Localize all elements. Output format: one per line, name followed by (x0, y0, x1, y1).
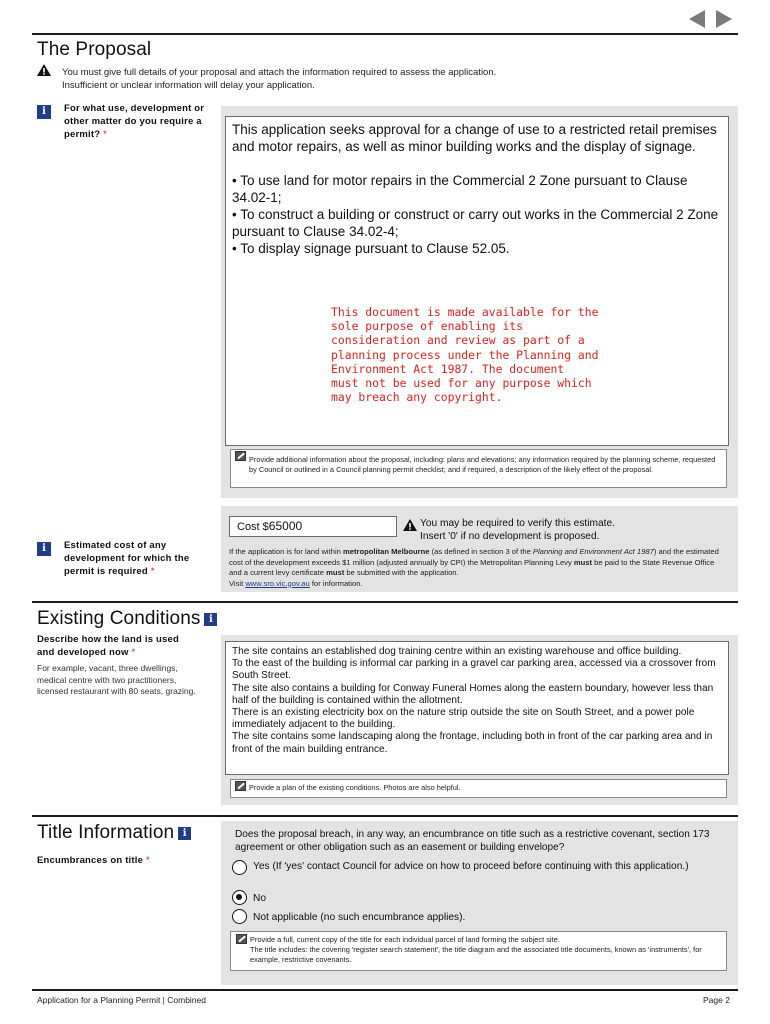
cost-prefix: Cost $ (237, 521, 269, 533)
section-divider (32, 815, 738, 817)
proposal-warning (62, 66, 702, 92)
verify-line-2: Insert '0' if no development is proposed. (420, 531, 600, 542)
levy-text: be submitted with the application. (344, 568, 459, 577)
proposal-answer (232, 121, 727, 257)
proposal-question-label (64, 102, 209, 141)
required-mark: * (145, 855, 150, 866)
levy-info (229, 547, 729, 589)
info-icon[interactable]: i (37, 105, 51, 119)
existing-question-label (37, 633, 187, 659)
radio-yes[interactable] (232, 860, 247, 875)
note-pencil-icon (236, 934, 247, 944)
title-note (250, 935, 724, 965)
info-icon[interactable]: i (37, 542, 51, 556)
sro-link[interactable]: www.sro.vic.gov.au (245, 578, 310, 588)
existing-answer-line: The site also contains a building for Conway Funeral Homes along the eastern boundary, however less than half of the building is contained within the allotment. (232, 682, 714, 706)
visit-text: for information. (309, 578, 363, 588)
levy-text-bold: must (573, 557, 593, 567)
radio-not-applicable[interactable] (232, 909, 247, 924)
radio-no-label: No (253, 893, 267, 904)
existing-answer-line: The site contains some landscaping along the frontage, including both in front of the car parking area and in front of the main building entrance. (232, 731, 713, 755)
radio-yes-label: Yes (If 'yes' contact Council for advice on how to proceed before continuing with this application.) (253, 861, 689, 872)
radio-no[interactable] (232, 890, 247, 905)
levy-text: If the application is for land within (229, 547, 343, 556)
cost-question-label (64, 539, 212, 578)
cost-input[interactable] (229, 516, 397, 537)
existing-answer-line: To the east of the building is informal car parking in a gravel car parking area, accessed via a crossover from South Street. (232, 658, 716, 682)
title-information-title-text: Title Information (37, 822, 175, 843)
section-divider (32, 601, 738, 603)
proposal-answer-intro: This application seeks approval for a change of use to a restricted retail premises and motor repairs, as well as minor building works and the display of signage. (232, 122, 717, 154)
encumbrances-label (37, 854, 150, 867)
levy-text: ) and the estimated cost of the development exceeds $1 million (adjusted annually by CPI) the Metropolitan Planning Levy (229, 547, 719, 567)
levy-act-name: Planning and Environment Act 1987 (532, 547, 654, 556)
proposal-answer-item: • To use land for motor repairs in the Commercial 2 Zone pursuant to Clause 34.02-1; (232, 173, 688, 205)
proposal-section-title: The Proposal (37, 39, 152, 60)
next-page-arrow-icon[interactable] (716, 10, 732, 28)
encumbrances-label-text: Encumbrances on title (37, 855, 144, 866)
radio-not-applicable-label: Not applicable (no such encumbrance applies). (253, 912, 466, 923)
existing-question-text: Describe how the land is used and developed now (37, 634, 180, 658)
warning-line-2: Insufficient or unclear information will delay your application. (62, 80, 315, 91)
title-note-line: The title includes: the covering 'register search statement', the title diagram and the associated title documents, known as 'instruments', for example, restrictive covenants. (250, 945, 702, 964)
previous-page-arrow-icon[interactable] (689, 10, 705, 28)
levy-text: be paid to the State Revenue Office and a current levy certificate (229, 557, 715, 577)
proposal-answer-item: • To construct a building or construct or carry out works in the Commercial 2 Zone pursuant to Clause 34.02-4; (232, 207, 719, 239)
proposal-question-text: For what use, development or other matter do you require a permit? (64, 103, 205, 140)
existing-conditions-title-text: Existing Conditions (37, 608, 201, 629)
footer-document-title: Application for a Planning Permit | Combined (37, 995, 206, 1005)
cost-question-text: Estimated cost of any development for which the permit is required (64, 540, 190, 577)
encumbrance-question: Does the proposal breach, in any way, an encumbrance on title such as a restrictive covenant, section 173 agreement or other obligation such as an easement or building envelope? (235, 829, 710, 853)
warning-icon (37, 64, 51, 76)
title-information-title (37, 822, 191, 844)
page-number: Page 2 (703, 995, 730, 1005)
title-note-line: Provide a full, current copy of the title for each individual parcel of land forming the subject site. (250, 935, 560, 944)
cost-value: 65000 (268, 519, 303, 533)
existing-note: Provide a plan of the existing conditions. Photos are also helpful. (249, 783, 461, 792)
existing-answer-line: There is an existing electricity box on the nature strip outside the site on South Street, and a power pole immediately adjacent to the building. (232, 707, 695, 731)
proposal-note: Provide additional information about the proposal, including: plans and elevations; any information required by the planning scheme, requested by Council or outlined in a Council planning permit checklist; and if required, a description of the likely effect of the proposal. (249, 455, 716, 474)
cost-verify-note (420, 517, 615, 543)
levy-text: (as defined in section 3 of the (429, 547, 533, 556)
note-pencil-icon (235, 781, 246, 791)
existing-conditions-title (37, 608, 217, 630)
info-icon[interactable]: i (178, 827, 191, 840)
copyright-notice: This document is made available for the sole purpose of enabling its consideration and review as part of a planning process under the Planning and Environment Act 1987. The document must not be used for any purpose which may breach any copyright. (331, 305, 599, 405)
existing-answer (232, 646, 727, 756)
warning-line-1: You must give full details of your proposal and attach the information required to assess the application. (62, 67, 497, 78)
info-icon[interactable]: i (204, 613, 217, 626)
section-divider (32, 33, 738, 35)
existing-answer-line: The site contains an established dog training centre within an existing warehouse and office building. (232, 646, 682, 657)
levy-text-bold: metropolitan Melbourne (342, 547, 430, 556)
footer-divider (32, 989, 738, 991)
existing-hint: For example, vacant, three dwellings, medical centre with two practitioners, licensed restaurant with 80 seats, grazing. (37, 663, 196, 696)
visit-text: Visit (229, 578, 246, 588)
note-pencil-icon (235, 451, 246, 461)
levy-text-bold: must (326, 568, 345, 577)
proposal-answer-item: • To display signage pursuant to Clause 52.05. (232, 241, 510, 256)
required-mark: * (131, 647, 136, 658)
warning-icon (403, 519, 417, 531)
required-mark: * (150, 566, 155, 577)
verify-line-1: You may be required to verify this estimate. (420, 518, 615, 529)
required-mark: * (103, 129, 107, 140)
